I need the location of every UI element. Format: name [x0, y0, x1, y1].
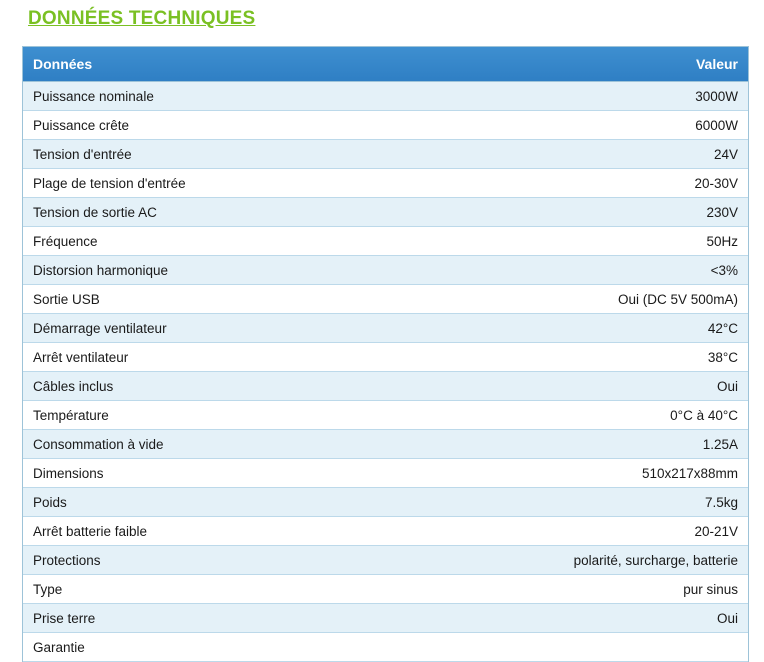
row-label: Garantie [23, 633, 473, 662]
page-title: DONNÉES TECHNIQUES [28, 8, 256, 29]
row-label: Tension de sortie AC [23, 198, 473, 227]
table-row [23, 546, 748, 575]
table-row [23, 314, 748, 343]
table-row [23, 169, 748, 198]
table-row [23, 140, 748, 169]
table-row [23, 604, 748, 633]
row-label: Protections [23, 546, 473, 575]
table-row [23, 459, 748, 488]
table-row [23, 488, 748, 517]
column-header-data: Données [23, 47, 473, 82]
row-value: 7.5kg [473, 488, 749, 517]
row-label: Dimensions [23, 459, 473, 488]
row-value: 42°C [473, 314, 749, 343]
row-value: 0°C à 40°C [473, 401, 749, 430]
table-row [23, 633, 748, 662]
table-body [23, 82, 748, 662]
table-row [23, 285, 748, 314]
table-row [23, 343, 748, 372]
row-label: Poids [23, 488, 473, 517]
row-value: 20-30V [473, 169, 749, 198]
table-row [23, 227, 748, 256]
row-value: 6000W [473, 111, 749, 140]
row-value: 1.25A [473, 430, 749, 459]
row-value: 3000W [473, 82, 749, 111]
row-value: 38°C [473, 343, 749, 372]
row-value: Oui [473, 604, 749, 633]
row-value: 230V [473, 198, 749, 227]
table-row [23, 256, 748, 285]
row-value: Oui (DC 5V 500mA) [473, 285, 749, 314]
row-label: Distorsion harmonique [23, 256, 473, 285]
spec-table-container [22, 46, 749, 662]
row-label: Consommation à vide [23, 430, 473, 459]
table-header [23, 47, 748, 82]
table-row [23, 430, 748, 459]
technical-data-table [23, 47, 748, 662]
table-row [23, 372, 748, 401]
table-row [23, 401, 748, 430]
table-row [23, 82, 748, 111]
row-value: <3% [473, 256, 749, 285]
row-value: 20-21V [473, 517, 749, 546]
row-label: Plage de tension d'entrée [23, 169, 473, 198]
row-label: Câbles inclus [23, 372, 473, 401]
table-row [23, 111, 748, 140]
table-header-row [23, 47, 748, 82]
row-label: Température [23, 401, 473, 430]
row-label: Type [23, 575, 473, 604]
row-label: Tension d'entrée [23, 140, 473, 169]
row-value: 24V [473, 140, 749, 169]
row-label: Puissance nominale [23, 82, 473, 111]
row-label: Arrêt batterie faible [23, 517, 473, 546]
row-label: Prise terre [23, 604, 473, 633]
row-value [473, 633, 749, 662]
row-value: 510x217x88mm [473, 459, 749, 488]
column-header-value: Valeur [473, 47, 749, 82]
row-label: Puissance crête [23, 111, 473, 140]
table-row [23, 575, 748, 604]
row-value: pur sinus [473, 575, 749, 604]
row-label: Arrêt ventilateur [23, 343, 473, 372]
table-row [23, 517, 748, 546]
row-value: polarité, surcharge, batterie [473, 546, 749, 575]
row-label: Sortie USB [23, 285, 473, 314]
document-page [0, 8, 764, 655]
table-row [23, 198, 748, 227]
row-label: Démarrage ventilateur [23, 314, 473, 343]
row-value: 50Hz [473, 227, 749, 256]
row-value: Oui [473, 372, 749, 401]
row-label: Fréquence [23, 227, 473, 256]
